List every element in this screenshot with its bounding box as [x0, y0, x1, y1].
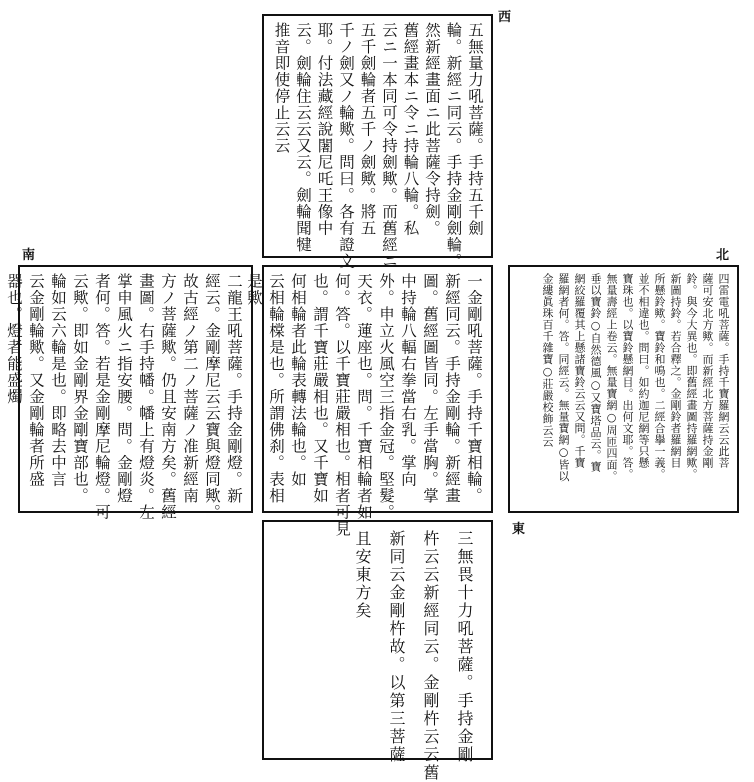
- text-center-bodhisattva: 一金剛吼菩薩。手持千寶相輪。 新經同云。手持金剛輪。新經畫 圖。舊經圖皆同。左手當胸。掌 中持輪八輻右拳當右乳。掌向 外。申立火風空三指金冠。堅髮。 天衣。蓮座也。問。千寶相輪者如 何。答。以千寶莊嚴相也。相者可見 也。謂千寶莊嚴相也。又千寶如 何相輪者此輪表轉法輪也。如 云相輪橖是也。所謂佛刹。表相 是歟: [245, 273, 483, 537]
- text-east-bodhisattva: 三無畏十力吼菩薩。手持金剛 杵云云新經同云。金剛杵云云舊 新同云金剛杵故。以第三菩薩 且安東方矣: [353, 530, 474, 782]
- text-box-east: [262, 520, 493, 782]
- direction-label-east: 東: [512, 522, 526, 537]
- text-box-west: [262, 14, 493, 270]
- text-box-center: [245, 265, 493, 537]
- text-west-bodhisattva: 五無量力吼菩薩。手持五千劍 輪。新經ニ同云。手持金剛劍輪。 然新經畫面ニ此菩薩令持劍。 舊經畫本ニ令ニ持輪八輪。私 云ニ一本同可令持劍歟。而舊經ニ 五千劍輪者五千ノ劍歟。將五 千ノ劍又ノ輪歟。問曰。各有證文 耶。付法藏經說闍尼吒王像中 云。劍輪住云云又云。劍輪聞犍 推音即使停止云云: [272, 22, 484, 270]
- direction-label-south: 南: [22, 248, 36, 263]
- direction-label-west: 西: [498, 10, 512, 25]
- text-north-bodhisattva: 四雷電吼菩薩。手持千寶羅網云云此菩 薩可安北方歟。而新經北方菩薩持金剛 鈴。與今大異也。即舊經畫圖持羅網歟。 新圖持鈴。若合釋之。金剛鈴者羅網目 所懸鈴歟。寶鈴和鳴也。二經合擧一義。 並不相違也。問曰。如約迦尼網等只懸 寶珠也。以寶鈴懸網目。出何文耶。答。 無量壽經上卷云。無量寶網○周匝四面。 垂以寶鈴○自然德風○又寶塔品云。寶 網絞羅覆其上懸諸寶鈴云云又問。千寶 羅網者何。答。同經云。無量寶網○皆以 金縷眞珠百千雜寶○莊嚴校飾云云: [541, 273, 730, 482]
- direction-label-north: 北: [716, 248, 730, 263]
- text-box-south: [5, 265, 253, 521]
- text-box-north: [508, 265, 739, 513]
- text-south-bodhisattva: 二龍王吼菩薩。手持金剛燈。新 經云。金剛摩尼云云寶與燈同歟。 故古經ノ第二ノ菩薩ノ准新經南 方ノ菩薩歟。仍且安南方矣。舊經 畫圖。右手持幡。幡上有燈炎。左 掌申風火ニ指安腰。問。金剛燈 者何。答。若是金剛摩尼輪燈。可 云歟。即如金剛界金剛寶部也。 輪如云六輪是也。即略去中言 云金剛輪歟。又金剛輪者所盛 器也。燈者能盛燭: [5, 273, 243, 521]
